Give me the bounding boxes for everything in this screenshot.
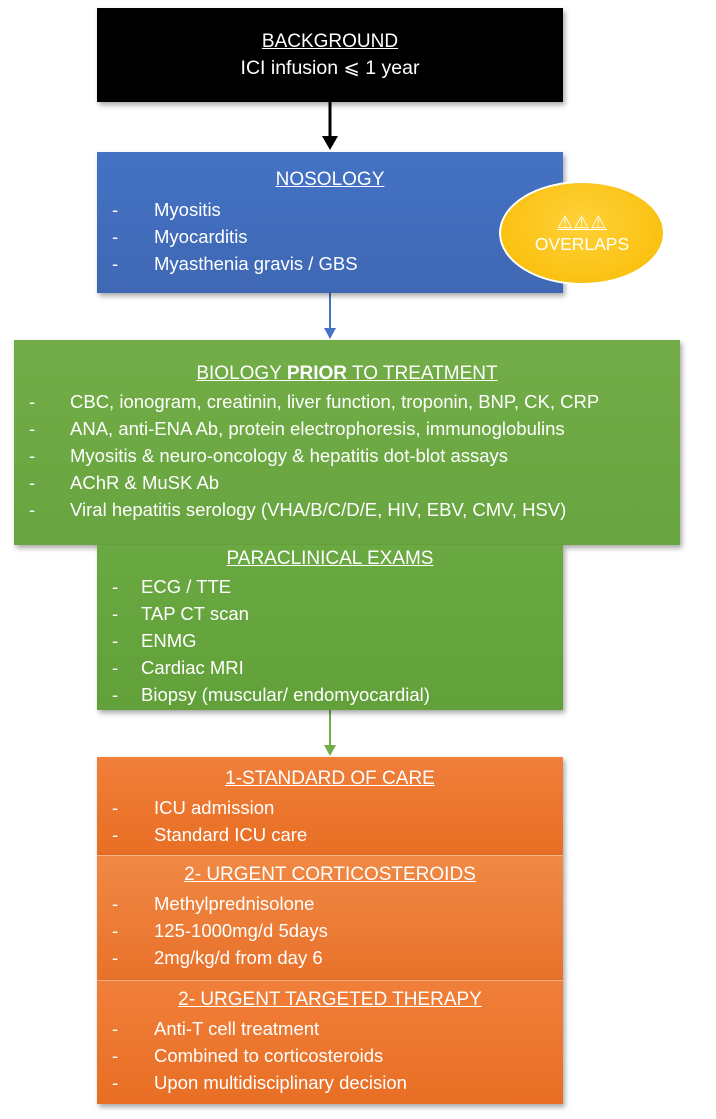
paraclinical-list bbox=[97, 573, 563, 708]
list-item: - ECG / TTE bbox=[112, 576, 232, 597]
overlaps-callout bbox=[499, 181, 665, 285]
list-item: - ENMG bbox=[112, 630, 197, 651]
list-item: - CBC, ionogram, creatinin, liver function, troponin, BNP, CK, CRP bbox=[29, 391, 600, 412]
biology-list bbox=[14, 388, 680, 523]
background-title: BACKGROUND bbox=[261, 31, 399, 52]
divider bbox=[97, 855, 563, 856]
targeted-therapy-list bbox=[97, 1015, 563, 1096]
list-item: - Biopsy (muscular/ endomyocardial) bbox=[112, 684, 430, 705]
background-box bbox=[97, 8, 563, 102]
list-item: - Combined to corticosteroids bbox=[112, 1045, 384, 1066]
arrow-background-to-nosology bbox=[322, 102, 338, 150]
arrow-nosology-to-biology bbox=[324, 293, 336, 339]
list-item: - AChR & MuSK Ab bbox=[29, 472, 220, 493]
nosology-box bbox=[97, 152, 563, 293]
list-item: - Anti-T cell treatment bbox=[112, 1018, 320, 1039]
list-item: - Standard ICU care bbox=[112, 824, 308, 845]
arrow-paraclinical-to-care bbox=[324, 710, 336, 756]
corticosteroids-title: 2- URGENT CORTICOSTEROIDS bbox=[184, 864, 476, 885]
paraclinical-title: PARACLINICAL EXAMS bbox=[226, 548, 434, 569]
biology-title: BIOLOGY PRIOR TO TREATMENT bbox=[196, 363, 498, 384]
overlaps-label: OVERLAPS bbox=[534, 234, 630, 254]
list-item: - Myositis & neuro-oncology & hepatitis dot-blot assays bbox=[29, 445, 509, 466]
list-item: - ANA, anti-ENA Ab, protein electrophoresis, immunoglobulins bbox=[29, 418, 565, 439]
targeted-therapy-title: 2- URGENT TARGETED THERAPY bbox=[178, 989, 482, 1010]
paraclinical-box bbox=[97, 545, 563, 710]
list-item: - Cardiac MRI bbox=[112, 657, 244, 678]
divider bbox=[97, 980, 563, 981]
list-item: - 2mg/kg/d from day 6 bbox=[112, 947, 323, 968]
corticosteroids-list bbox=[97, 890, 563, 971]
standard-care-box bbox=[97, 757, 563, 855]
biology-box bbox=[14, 340, 680, 545]
corticosteroids-box bbox=[97, 855, 563, 980]
nosology-list bbox=[97, 196, 563, 277]
list-item: - Myasthenia gravis / GBS bbox=[112, 253, 358, 274]
background-subtitle: ICI infusion ⩽ 1 year bbox=[240, 57, 420, 79]
targeted-therapy-box bbox=[97, 980, 563, 1104]
list-item: - Myositis bbox=[112, 199, 221, 220]
list-item: - Upon multidisciplinary decision bbox=[112, 1072, 407, 1093]
list-item: - 125-1000mg/d 5days bbox=[112, 920, 328, 941]
nosology-title: NOSOLOGY bbox=[275, 169, 385, 190]
standard-care-title: 1-STANDARD OF CARE bbox=[225, 768, 435, 789]
list-item: - Methylprednisolone bbox=[112, 893, 315, 914]
standard-care-list bbox=[97, 794, 563, 848]
list-item: - TAP CT scan bbox=[112, 603, 249, 624]
list-item: - Myocarditis bbox=[112, 226, 248, 247]
warning-icon: ⚠⚠⚠ bbox=[556, 212, 608, 232]
list-item: - Viral hepatitis serology (VHA/B/C/D/E, HIV, EBV, CMV, HSV) bbox=[29, 499, 567, 520]
list-item: - ICU admission bbox=[112, 797, 275, 818]
